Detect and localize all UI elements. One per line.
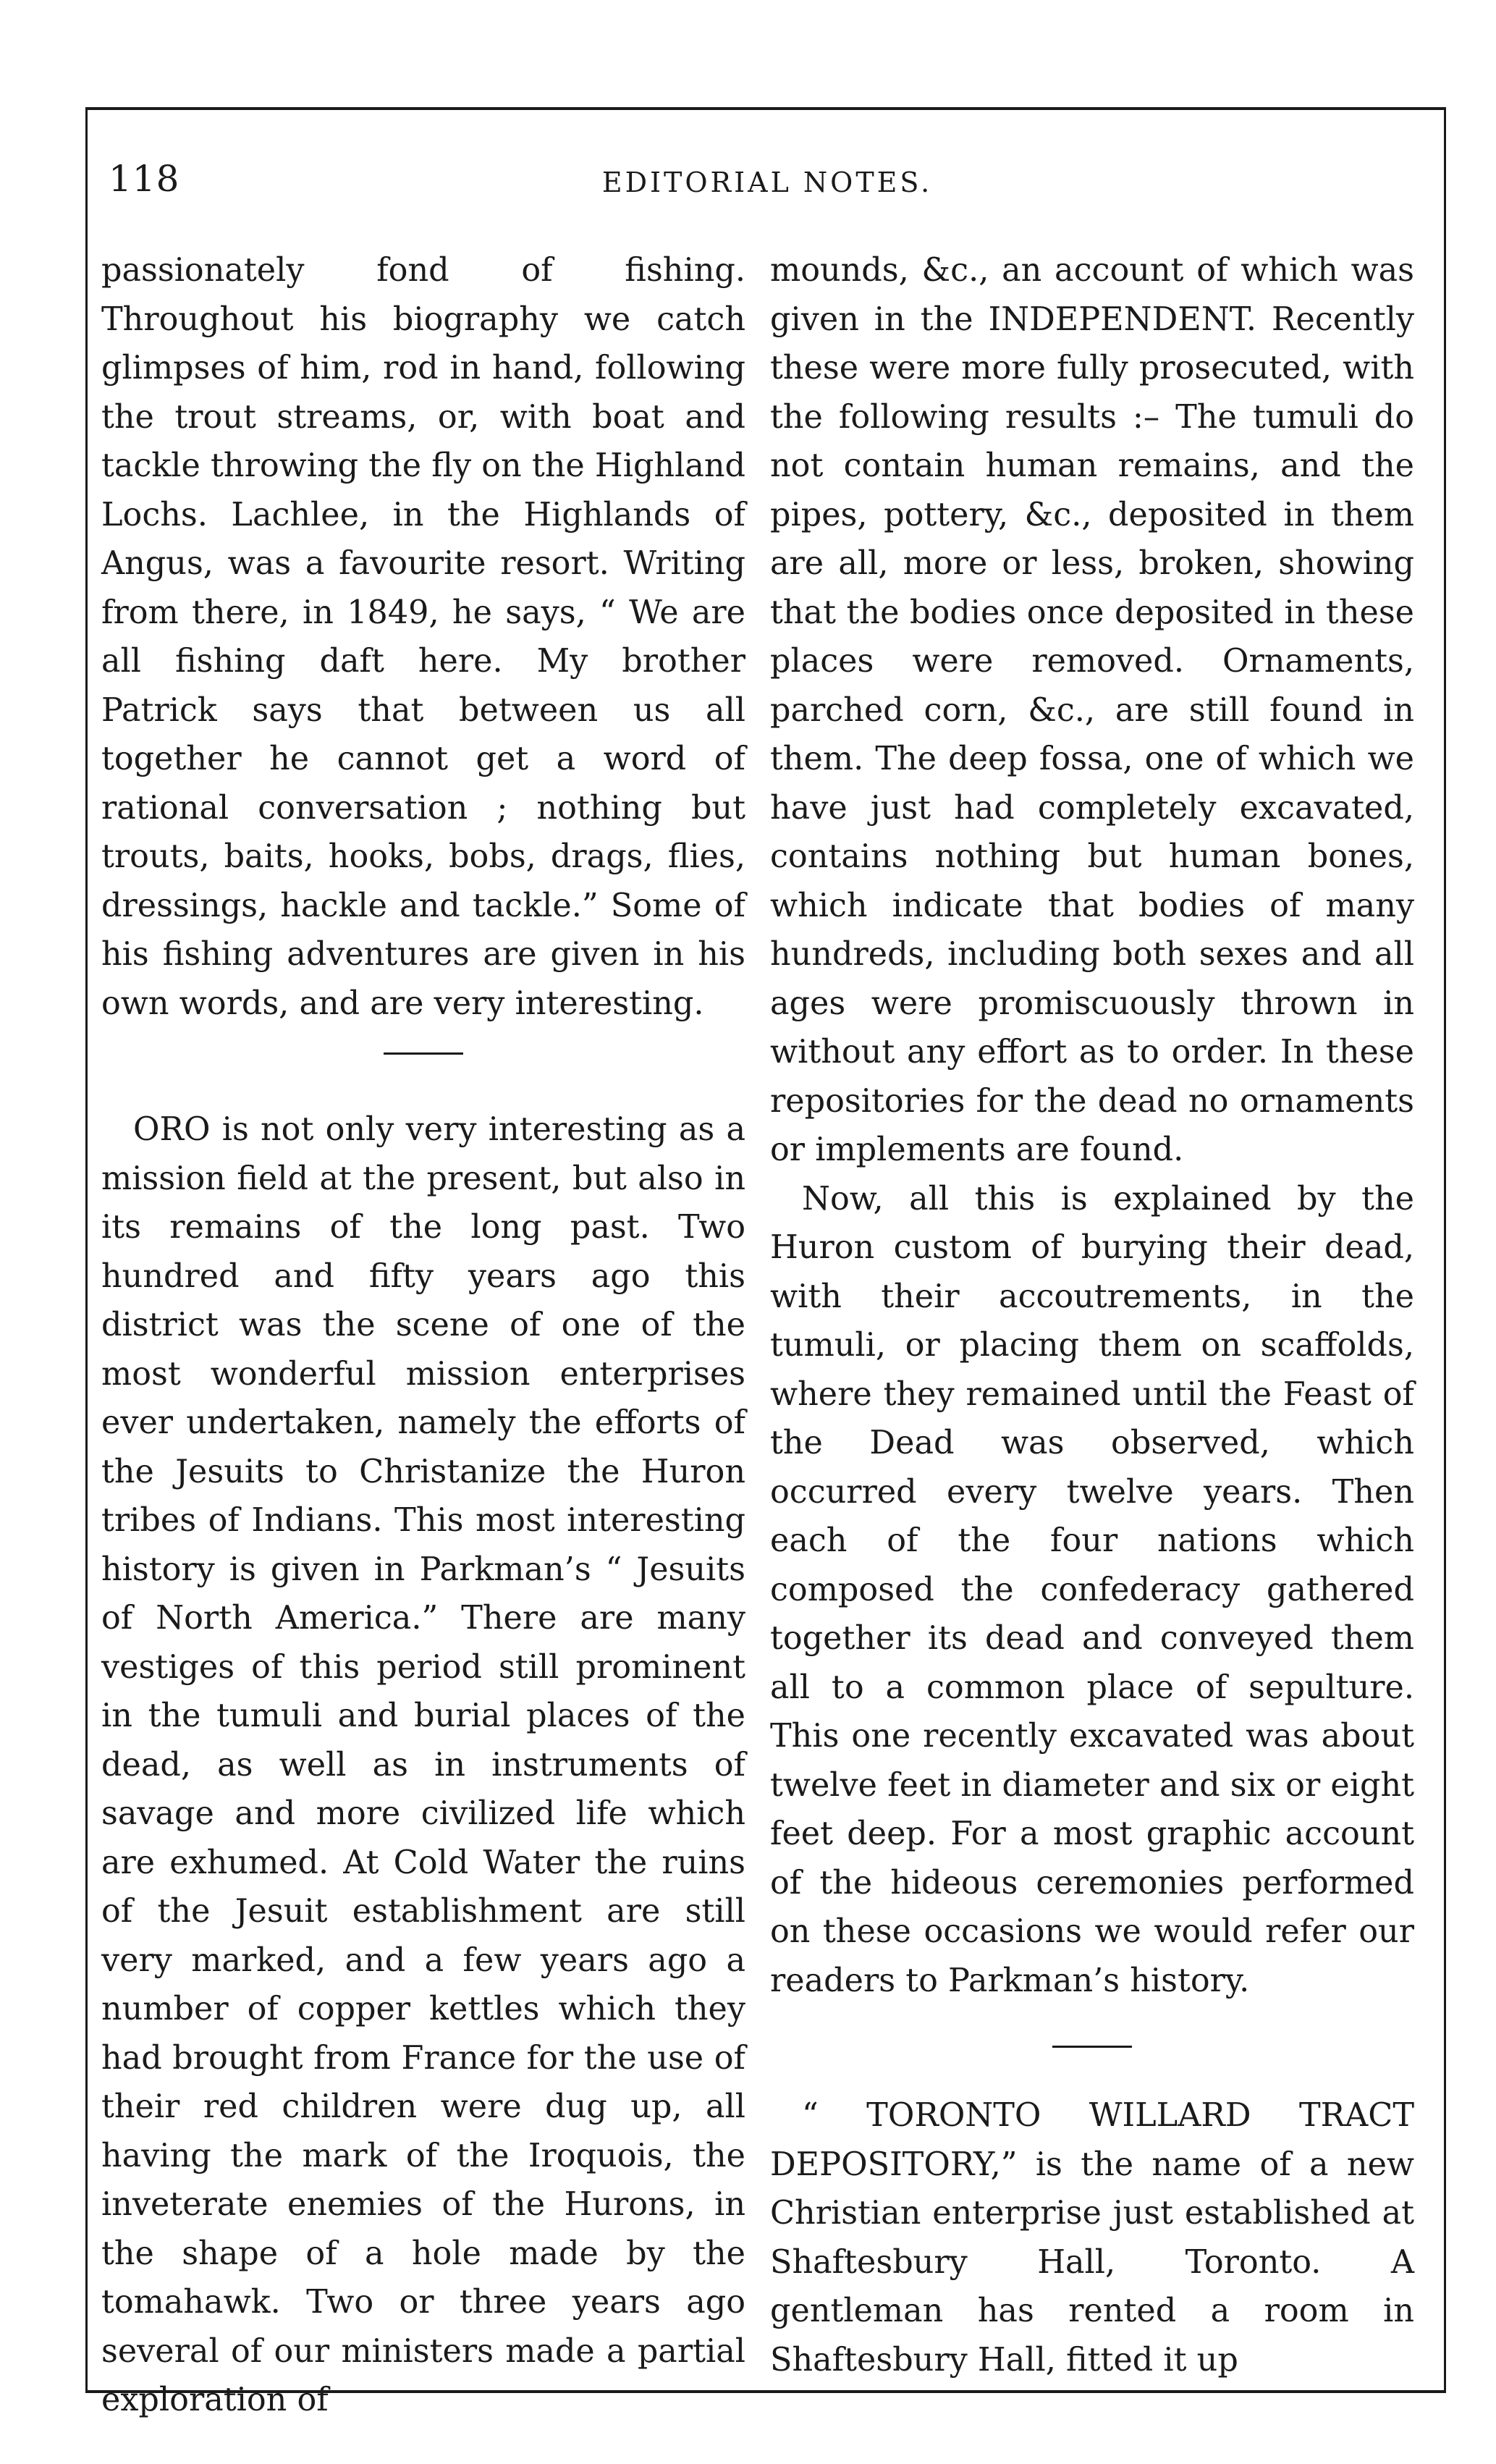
page-number: 118 [109, 158, 180, 200]
left-column [101, 246, 745, 2425]
section-divider [1052, 2046, 1132, 2048]
running-head: EDITORIAL NOTES. [601, 166, 933, 198]
paragraph-mounds: mounds, &c., an account of which was given in the INDEPENDENT. Recently these were more fully prosecuted, with the following results :– The tumuli do not contain human remains, and the pipes, pottery, &c., deposited in them are all, more or less, broken, showing that the bodies once deposited in these places were removed. Ornaments, parched corn, &c., are still found in them. The deep fossa, one of which we have just had completely excavated, contains nothing but human bones, which indicate that bodies of many hundreds, including both sexes and all ages were promiscuously thrown in without any effort as to order. In these repositories for the dead no ornaments or implements are found. [770, 252, 1414, 1168]
paragraph-huron-custom: Now, all this is explained by the Huron custom of burying their dead, with their accoutrements, in the tumuli, or placing them on scaffolds, where they remained until the Feast of the Dead was observed, which occurred every twelve years. Then each of the four nations which composed the confederacy gathered together its dead and conveyed them all to a common place of sepulture. This one recently excavated was about twelve feet in diameter and six or eight feet deep. For a most graphic account of the hideous ceremonies performed on these occasions we would refer our readers to Parkman’s history. [770, 1180, 1414, 1999]
page-header [101, 152, 1433, 210]
right-column [770, 246, 1414, 2384]
paragraph-fishing: passionately fond of fishing. Throughout his biography we catch glimpses of him, rod in hand, following the trout streams, or, with boat and tackle throwing the fly on the Highland Lochs. Lachlee, in the Highlands of Angus, was a favourite resort. Writing from there, in 1849, he says, “ We are all fishing daft here. My brother Patrick says that between us all together he cannot get a word of rational conversation ; nothing but trouts, baits, hooks, bobs, drags, flies, dressings, hackle and tackle.” Some of his fishing adventures are given in his own words, and are very interesting. [101, 252, 745, 1022]
section-divider [384, 1052, 463, 1055]
paragraph-tract-depository: “ TORONTO WILLARD TRACT DEPOSITORY,” is the name of a new Christian enterprise just established at Shaftesbury Hall, Toronto. A gentleman has rented a room in Shaftesbury Hall, fitted it up [770, 2097, 1414, 2379]
paragraph-oro: ORO is not only very interesting as a mission field at the present, but also in its remains of the long past. Two hundred and fifty years ago this district was the scene of one of the most wonderful mission enterprises ever undertaken, namely the efforts of the Jesuits to Christanize the Huron tribes of Indians. This most interesting history is given in Parkman’s “ Jesuits of North America.” There are many vestiges of this period still prominent in the tumuli and burial places of the dead, as well as in instruments of savage and more civilized life which are exhumed. At Cold Water the ruins of the Jesuit establishment are still very marked, and a few years ago a number of copper kettles which they had brought from France for the use of their red children were dug up, all having the mark of the Iroquois, the inveterate enemies of the Hurons, in the shape of a hole made by the tomahawk. Two or three years ago several of our ministers made a partial exploration of [101, 1111, 745, 2418]
